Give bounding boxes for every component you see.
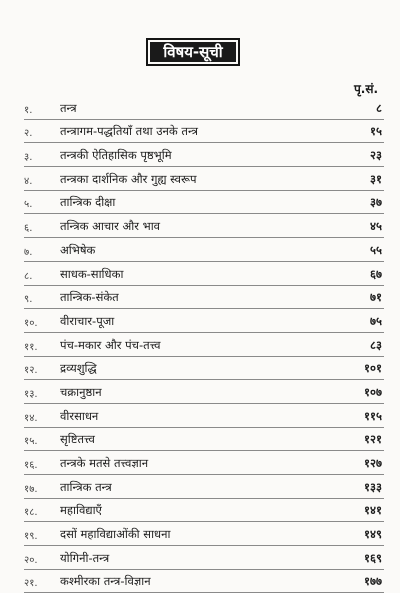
toc-entry-title: तन्त्रागम-पद्धतियाँ तथा उनके तन्त्र (60, 124, 199, 139)
toc-row (24, 499, 384, 523)
toc-entry-title: सृष्टितत्त्व (60, 432, 95, 447)
toc-entry-number: १८. (24, 507, 38, 519)
toc-entry-page: ८३ (370, 337, 382, 352)
toc-entry-title: वीराचार-पूजा (60, 313, 115, 328)
toc-entry-page: ४५ (370, 219, 382, 234)
toc-entry-title: दसों महाविद्याओंकी साधना (60, 527, 171, 542)
toc-entry-number: १०. (24, 317, 38, 329)
toc-entry-page: १३३ (364, 479, 382, 494)
toc-entry-number: ५. (24, 199, 33, 211)
toc-entry-number: ४. (24, 175, 33, 187)
toc-entry-page: १०१ (364, 361, 382, 376)
toc-entry-title: तान्त्रिक-संकेत (60, 290, 119, 305)
toc-entry-page: ३७ (370, 195, 382, 210)
toc-entry-number: १७. (24, 483, 38, 495)
toc-entry-title: तान्त्रिक तन्त्र (60, 479, 112, 494)
toc-row (24, 214, 384, 238)
toc-entry-page: १७७ (364, 574, 382, 589)
toc-entry-page: १२१ (364, 432, 382, 447)
toc-entry-page: ६७ (370, 266, 382, 281)
toc-entry-number: २१. (24, 578, 38, 590)
toc-entry-page: १०७ (364, 384, 382, 399)
toc-row (24, 238, 384, 262)
toc-entry-title: कश्मीरका तन्त्र-विज्ञान (60, 574, 151, 589)
toc-entry-number: २. (24, 128, 33, 140)
toc-entry-title: पंच-मकार और पंच-तत्त्व (60, 337, 161, 352)
toc-entry-number: १६. (24, 460, 38, 471)
toc-entry-page: १२७ (364, 456, 382, 470)
toc-entry-page: १५ (370, 124, 382, 139)
toc-row (24, 120, 384, 144)
toc-row (24, 167, 384, 191)
toc-row (24, 96, 384, 120)
toc-row (24, 309, 384, 333)
toc-entry-title: योगिनी-तन्त्र (60, 550, 110, 565)
toc-row (24, 357, 384, 381)
page-number-column-label: पृ.सं. (353, 82, 378, 96)
toc-entry-number: २०. (24, 554, 38, 566)
toc-row (24, 262, 384, 286)
toc-entry-number: ९. (24, 294, 33, 306)
table-of-contents (24, 96, 384, 593)
toc-entry-title: तन्त्रिक आचार और भाव (60, 219, 161, 234)
toc-entry-page: ७५ (370, 313, 382, 328)
toc-entry-title: तन्त्रकी ऐतिहासिक पृष्ठभूमि (60, 148, 172, 163)
toc-entry-title: तन्त्रके मतसे तत्त्वज्ञान (60, 456, 149, 470)
toc-entry-page: ११५ (364, 408, 382, 423)
toc-entry-page: १४९ (364, 527, 382, 542)
toc-entry-number: ३. (24, 152, 33, 164)
toc-entry-page: २३ (370, 148, 382, 163)
toc-entry-number: १३. (24, 388, 38, 400)
toc-row (24, 428, 384, 452)
toc-entry-number: ६. (24, 223, 33, 235)
toc-row (24, 333, 384, 357)
toc-entry-page: ७१ (370, 290, 382, 305)
toc-entry-number: ११. (24, 341, 38, 353)
toc-entry-number: ८. (24, 270, 33, 282)
heading-box (146, 38, 240, 66)
toc-row (24, 404, 384, 428)
toc-row (24, 475, 384, 499)
toc-entry-number: १. (24, 104, 33, 116)
toc-row (24, 546, 384, 570)
toc-entry-title: तान्त्रिक दीक्षा (60, 195, 116, 210)
toc-row (24, 380, 384, 404)
toc-entry-number: १९. (24, 531, 38, 543)
toc-entry-number: १५. (24, 436, 38, 448)
toc-row (24, 143, 384, 167)
toc-row (24, 522, 384, 546)
toc-entry-title: वीरसाधन (60, 408, 99, 423)
toc-entry-title: तन्त्र (60, 100, 77, 115)
toc-entry-title: साधक-साधिका (60, 266, 124, 281)
toc-entry-number: १४. (24, 412, 38, 424)
toc-entry-number: ७. (24, 246, 33, 258)
page-title: विषय-सूची (150, 42, 236, 62)
toc-entry-page: ५५ (370, 242, 382, 257)
toc-entry-page: ८ (376, 100, 382, 115)
toc-entry-title: अभिषेक (60, 242, 96, 257)
toc-entry-title: तन्त्रका दार्शनिक और गुह्य स्वरूप (60, 171, 197, 186)
toc-row (24, 286, 384, 310)
toc-entry-number: १२. (24, 365, 38, 377)
toc-entry-page: ३१ (370, 171, 382, 186)
toc-entry-title: महाविद्याएँ (60, 503, 102, 518)
toc-entry-title: द्रव्यशुद्धि (60, 361, 97, 376)
toc-entry-page: १४१ (364, 503, 382, 518)
toc-row (24, 191, 384, 215)
toc-row (24, 570, 384, 593)
toc-row (24, 451, 384, 475)
toc-entry-page: १६९ (364, 550, 382, 565)
toc-entry-title: चक्रानुष्ठान (60, 384, 102, 399)
